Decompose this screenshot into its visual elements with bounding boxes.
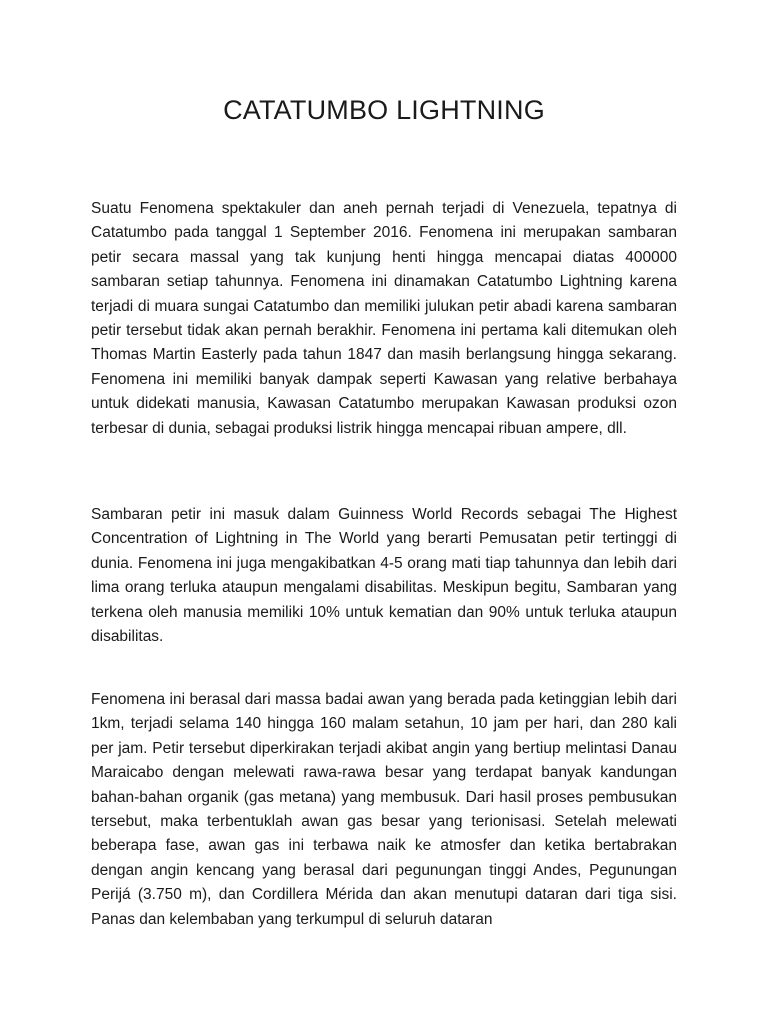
document-title: CATATUMBO LIGHTNING bbox=[223, 95, 545, 125]
paragraph-2: Sambaran petir ini masuk dalam Guinness World Records sebagai The Highest Concentration of Lightning in The World yang berarti Pemusatan petir tertinggi di dunia. Fenomena ini juga mengakibatkan 4-5 orang mati tiap tahunnya dan lebih dari lima orang terluka ataupun mengalami disabilitas. Meskipun begitu, Sambaran yang terkena oleh manusia memiliki 10% untuk kematian dan 90% untuk terluka ataupun disabilitas. bbox=[91, 506, 677, 646]
paragraph-3: Fenomena ini berasal dari massa badai awan yang berada pada ketinggian lebih dari 1km, terjadi selama 140 hingga 160 malam setahun, 10 jam per hari, dan 280 kali per jam. Petir tersebut diperkirakan terjadi akibat angin yang bertiup melintasi Danau Maraicabo dengan melewati rawa-rawa besar yang terdapat banyak kandungan bahan-bahan organik (gas metana) yang membusuk. Dari hasil proses pembusukan tersebut, maka terbentuklah awan gas besar yang terionisasi. Setelah melewati beberapa fase, awan gas ini terbawa naik ke atmosfer dan ketika bertabrakan dengan angin kencang yang berasal dari pegunungan tinggi Andes, Pegunungan Perijá (3.750 m), dan Cordillera Mérida dan akan menutupi dataran dari tiga sisi. Panas dan kelembaban yang terkumpul di seluruh dataran bbox=[91, 691, 677, 928]
paragraph-1: Suatu Fenomena spektakuler dan aneh pernah terjadi di Venezuela, tepatnya di Catatumbo pada tanggal 1 September 2016. Fenomena ini merupakan sambaran petir secara massal yang tak kunjung henti hingga mencapai diatas 400000 sambaran setiap tahunnya. Fenomena ini dinamakan Catatumbo Lightning karena terjadi di muara sungai Catatumbo dan memiliki julukan petir abadi karena sambaran petir tersebut tidak akan pernah berakhir. Fenomena ini pertama kali ditemukan oleh Thomas Martin Easterly pada tahun 1847 dan masih berlangsung hingga sekarang. Fenomena ini memiliki banyak dampak seperti Kawasan yang relative berbahaya untuk didekati manusia, Kawasan Catatumbo merupakan Kawasan produksi ozon terbesar di dunia, sebagai produksi listrik hingga mencapai ribuan ampere, dll. bbox=[91, 200, 677, 437]
